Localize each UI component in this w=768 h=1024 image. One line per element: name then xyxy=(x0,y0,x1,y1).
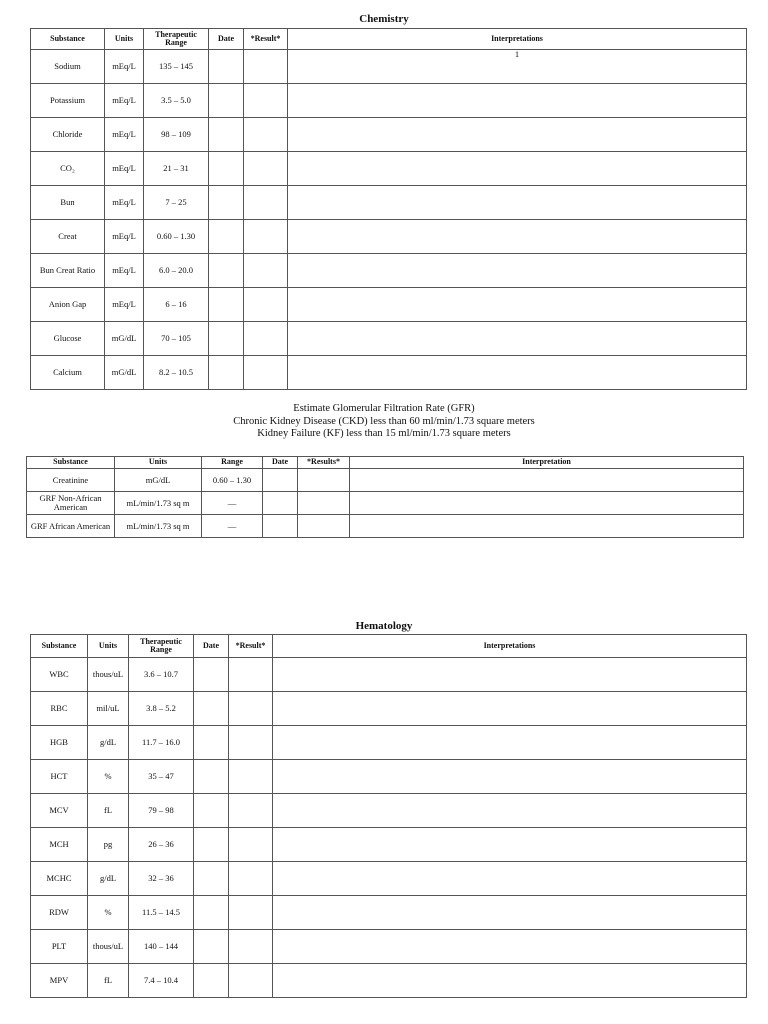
units-cell: mEq/L xyxy=(105,186,144,220)
result-cell[interactable] xyxy=(229,692,273,726)
table-row xyxy=(31,84,747,118)
interpretation-cell[interactable] xyxy=(273,828,747,862)
range-cell: 3.8 – 5.2 xyxy=(129,692,194,726)
substance-cell: Potassium xyxy=(31,84,105,118)
table-row xyxy=(31,288,747,322)
chemistry-header-row xyxy=(31,29,747,50)
range-cell: — xyxy=(202,492,263,515)
units-cell: mEq/L xyxy=(105,254,144,288)
table-row xyxy=(31,50,747,84)
result-cell[interactable] xyxy=(229,794,273,828)
hematology-header-row xyxy=(31,635,747,658)
range-cell: 35 – 47 xyxy=(129,760,194,794)
date-cell[interactable] xyxy=(194,862,229,896)
substance-cell: MCV xyxy=(31,794,88,828)
units-cell: mil/uL xyxy=(88,692,129,726)
units-cell: mL/min/1.73 sq m xyxy=(115,492,202,515)
units-cell: mEq/L xyxy=(105,152,144,186)
range-cell: 98 – 109 xyxy=(144,118,209,152)
units-cell: thous/uL xyxy=(88,930,129,964)
substance-cell: Creatinine xyxy=(27,469,115,492)
substance-cell: MPV xyxy=(31,964,88,998)
table-row xyxy=(27,492,744,515)
range-cell: 7 – 25 xyxy=(144,186,209,220)
table-row xyxy=(31,356,747,390)
substance-cell: Calcium xyxy=(31,356,105,390)
units-cell: thous/uL xyxy=(88,658,129,692)
date-cell[interactable] xyxy=(209,288,244,322)
substance-cell: Bun Creat Ratio xyxy=(31,254,105,288)
result-cell[interactable] xyxy=(298,469,350,492)
result-cell[interactable] xyxy=(229,828,273,862)
result-cell[interactable] xyxy=(244,186,288,220)
result-cell[interactable] xyxy=(244,288,288,322)
units-cell: mEq/L xyxy=(105,220,144,254)
range-cell: 11.7 – 16.0 xyxy=(129,726,194,760)
chemistry-body xyxy=(31,50,747,390)
result-cell[interactable] xyxy=(298,515,350,538)
substance-cell: GRF African American xyxy=(27,515,115,538)
table-row xyxy=(31,862,747,896)
table-row xyxy=(31,692,747,726)
substance-cell: Creat xyxy=(31,220,105,254)
interpretation-cell[interactable] xyxy=(288,84,747,118)
units-cell: mG/dL xyxy=(105,356,144,390)
date-cell[interactable] xyxy=(194,964,229,998)
header-range: Therapeutic Range xyxy=(129,635,194,658)
range-cell: 7.4 – 10.4 xyxy=(129,964,194,998)
range-cell: 140 – 144 xyxy=(129,930,194,964)
result-cell[interactable] xyxy=(229,760,273,794)
units-cell: fL xyxy=(88,794,129,828)
table-row xyxy=(31,152,747,186)
table-row xyxy=(31,220,747,254)
table-row xyxy=(31,930,747,964)
interpretation-cell[interactable] xyxy=(273,726,747,760)
units-cell: mG/dL xyxy=(115,469,202,492)
date-cell[interactable] xyxy=(194,760,229,794)
units-cell: pg xyxy=(88,828,129,862)
range-cell: 70 – 105 xyxy=(144,322,209,356)
units-cell: mG/dL xyxy=(105,322,144,356)
substance-cell: Chloride xyxy=(31,118,105,152)
header-date: Date xyxy=(263,457,298,469)
units-cell: mEq/L xyxy=(105,118,144,152)
result-cell[interactable] xyxy=(298,492,350,515)
interpretation-cell[interactable] xyxy=(288,152,747,186)
substance-cell: Glucose xyxy=(31,322,105,356)
gfr-body xyxy=(27,469,744,538)
header-range: Therapeutic Range xyxy=(144,29,209,50)
header-substance: Substance xyxy=(31,29,105,50)
gfr-header-row xyxy=(27,457,744,469)
header-units: Units xyxy=(115,457,202,469)
interpretation-cell[interactable] xyxy=(350,515,744,538)
date-cell[interactable] xyxy=(209,356,244,390)
substance-cell: HCT xyxy=(31,760,88,794)
result-cell[interactable] xyxy=(244,84,288,118)
interpretation-cell[interactable] xyxy=(273,692,747,726)
substance-cell: MCHC xyxy=(31,862,88,896)
range-cell: 21 – 31 xyxy=(144,152,209,186)
result-cell[interactable] xyxy=(244,152,288,186)
substance-cell: RDW xyxy=(31,896,88,930)
header-results: *Results* xyxy=(298,457,350,469)
result-cell[interactable] xyxy=(229,862,273,896)
result-cell[interactable] xyxy=(229,658,273,692)
result-cell[interactable] xyxy=(229,964,273,998)
date-cell[interactable] xyxy=(194,726,229,760)
table-row xyxy=(31,794,747,828)
date-cell[interactable] xyxy=(209,152,244,186)
header-units: Units xyxy=(88,635,129,658)
interpretation-cell[interactable] xyxy=(288,118,747,152)
date-cell[interactable] xyxy=(209,84,244,118)
date-cell[interactable] xyxy=(194,896,229,930)
header-interpretations: Interpretations xyxy=(273,635,747,658)
result-cell[interactable] xyxy=(244,254,288,288)
range-cell: 3.6 – 10.7 xyxy=(129,658,194,692)
interpretation-cell[interactable]: 1 xyxy=(288,50,747,84)
header-substance: Substance xyxy=(31,635,88,658)
range-cell: 0.60 – 1.30 xyxy=(202,469,263,492)
result-cell[interactable] xyxy=(244,356,288,390)
header-interpretation: Interpretation xyxy=(350,457,744,469)
table-row xyxy=(31,254,747,288)
substance-cell: MCH xyxy=(31,828,88,862)
range-cell: 6 – 16 xyxy=(144,288,209,322)
range-cell: 11.5 – 14.5 xyxy=(129,896,194,930)
range-cell: 6.0 – 20.0 xyxy=(144,254,209,288)
result-cell[interactable] xyxy=(244,322,288,356)
chemistry-table xyxy=(30,28,747,390)
interpretation-cell[interactable] xyxy=(273,794,747,828)
gfr-description xyxy=(0,403,768,441)
interpretation-cell[interactable] xyxy=(288,220,747,254)
range-cell: 3.5 – 5.0 xyxy=(144,84,209,118)
gfr-table xyxy=(26,456,744,538)
hematology-title: Hematology xyxy=(355,620,413,632)
units-cell: g/dL xyxy=(88,862,129,896)
units-cell: fL xyxy=(88,964,129,998)
date-cell[interactable] xyxy=(209,186,244,220)
range-cell: 135 – 145 xyxy=(144,50,209,84)
substance-cell: HGB xyxy=(31,726,88,760)
date-cell[interactable] xyxy=(209,220,244,254)
substance-cell: CO₂ xyxy=(31,152,105,186)
date-cell[interactable] xyxy=(263,492,298,515)
date-cell[interactable] xyxy=(194,794,229,828)
table-row xyxy=(31,322,747,356)
range-cell: 8.2 – 10.5 xyxy=(144,356,209,390)
result-cell[interactable] xyxy=(229,726,273,760)
header-interpretations: Interpretations xyxy=(288,29,747,50)
units-cell: g/dL xyxy=(88,726,129,760)
date-cell[interactable] xyxy=(194,658,229,692)
date-cell[interactable] xyxy=(209,118,244,152)
header-units: Units xyxy=(105,29,144,50)
header-date: Date xyxy=(209,29,244,50)
gfr-line-3: Kidney Failure (KF) less than 15 ml/min/1.73 square meters xyxy=(257,428,511,439)
hematology-table xyxy=(30,634,747,998)
header-result: *Result* xyxy=(229,635,273,658)
range-cell: 26 – 36 xyxy=(129,828,194,862)
date-cell[interactable] xyxy=(194,930,229,964)
hematology-body xyxy=(31,658,747,998)
range-cell: — xyxy=(202,515,263,538)
units-cell: % xyxy=(88,760,129,794)
units-cell: mEq/L xyxy=(105,84,144,118)
date-cell[interactable] xyxy=(209,50,244,84)
table-row xyxy=(31,964,747,998)
date-cell[interactable] xyxy=(263,469,298,492)
header-result: *Result* xyxy=(244,29,288,50)
interpretation-cell[interactable] xyxy=(350,492,744,515)
date-cell[interactable] xyxy=(194,828,229,862)
table-row xyxy=(27,469,744,492)
header-substance: Substance xyxy=(27,457,115,469)
interpretation-cell[interactable] xyxy=(273,658,747,692)
interpretation-cell[interactable] xyxy=(273,930,747,964)
date-cell[interactable] xyxy=(209,254,244,288)
substance-cell: RBC xyxy=(31,692,88,726)
table-row xyxy=(31,658,747,692)
substance-cell: Sodium xyxy=(31,50,105,84)
table-row xyxy=(31,726,747,760)
table-row xyxy=(31,828,747,862)
header-date: Date xyxy=(194,635,229,658)
result-cell[interactable] xyxy=(229,930,273,964)
substance-cell: PLT xyxy=(31,930,88,964)
interpretation-cell[interactable] xyxy=(288,322,747,356)
units-cell: % xyxy=(88,896,129,930)
interpretation-cell[interactable] xyxy=(273,964,747,998)
interpretation-cell[interactable] xyxy=(273,896,747,930)
interpretation-cell[interactable] xyxy=(288,356,747,390)
table-row xyxy=(31,186,747,220)
header-range: Range xyxy=(202,457,263,469)
interpretation-cell[interactable] xyxy=(273,862,747,896)
date-cell[interactable] xyxy=(209,322,244,356)
interpretation-cell[interactable] xyxy=(288,288,747,322)
units-cell: mL/min/1.73 sq m xyxy=(115,515,202,538)
table-row xyxy=(31,118,747,152)
result-cell[interactable] xyxy=(244,118,288,152)
gfr-line-1: Estimate Glomerular Filtration Rate (GFR) xyxy=(293,403,475,414)
range-cell: 79 – 98 xyxy=(129,794,194,828)
units-cell: mEq/L xyxy=(105,288,144,322)
result-cell[interactable] xyxy=(229,896,273,930)
units-cell: mEq/L xyxy=(105,50,144,84)
table-row xyxy=(27,515,744,538)
table-row xyxy=(31,896,747,930)
interpretation-cell[interactable] xyxy=(288,186,747,220)
chemistry-title: Chemistry xyxy=(359,13,409,25)
result-cell[interactable] xyxy=(244,220,288,254)
substance-cell: Anion Gap xyxy=(31,288,105,322)
range-cell: 0.60 – 1.30 xyxy=(144,220,209,254)
interpretation-cell[interactable] xyxy=(273,760,747,794)
substance-cell: GRF Non-African American xyxy=(27,492,115,515)
result-cell[interactable] xyxy=(244,50,288,84)
date-cell[interactable] xyxy=(194,692,229,726)
gfr-line-2: Chronic Kidney Disease (CKD) less than 60 ml/min/1.73 square meters xyxy=(233,415,535,427)
substance-cell: WBC xyxy=(31,658,88,692)
table-row xyxy=(31,760,747,794)
interpretation-cell[interactable] xyxy=(350,469,744,492)
date-cell[interactable] xyxy=(263,515,298,538)
substance-cell: Bun xyxy=(31,186,105,220)
range-cell: 32 – 36 xyxy=(129,862,194,896)
interpretation-cell[interactable] xyxy=(288,254,747,288)
